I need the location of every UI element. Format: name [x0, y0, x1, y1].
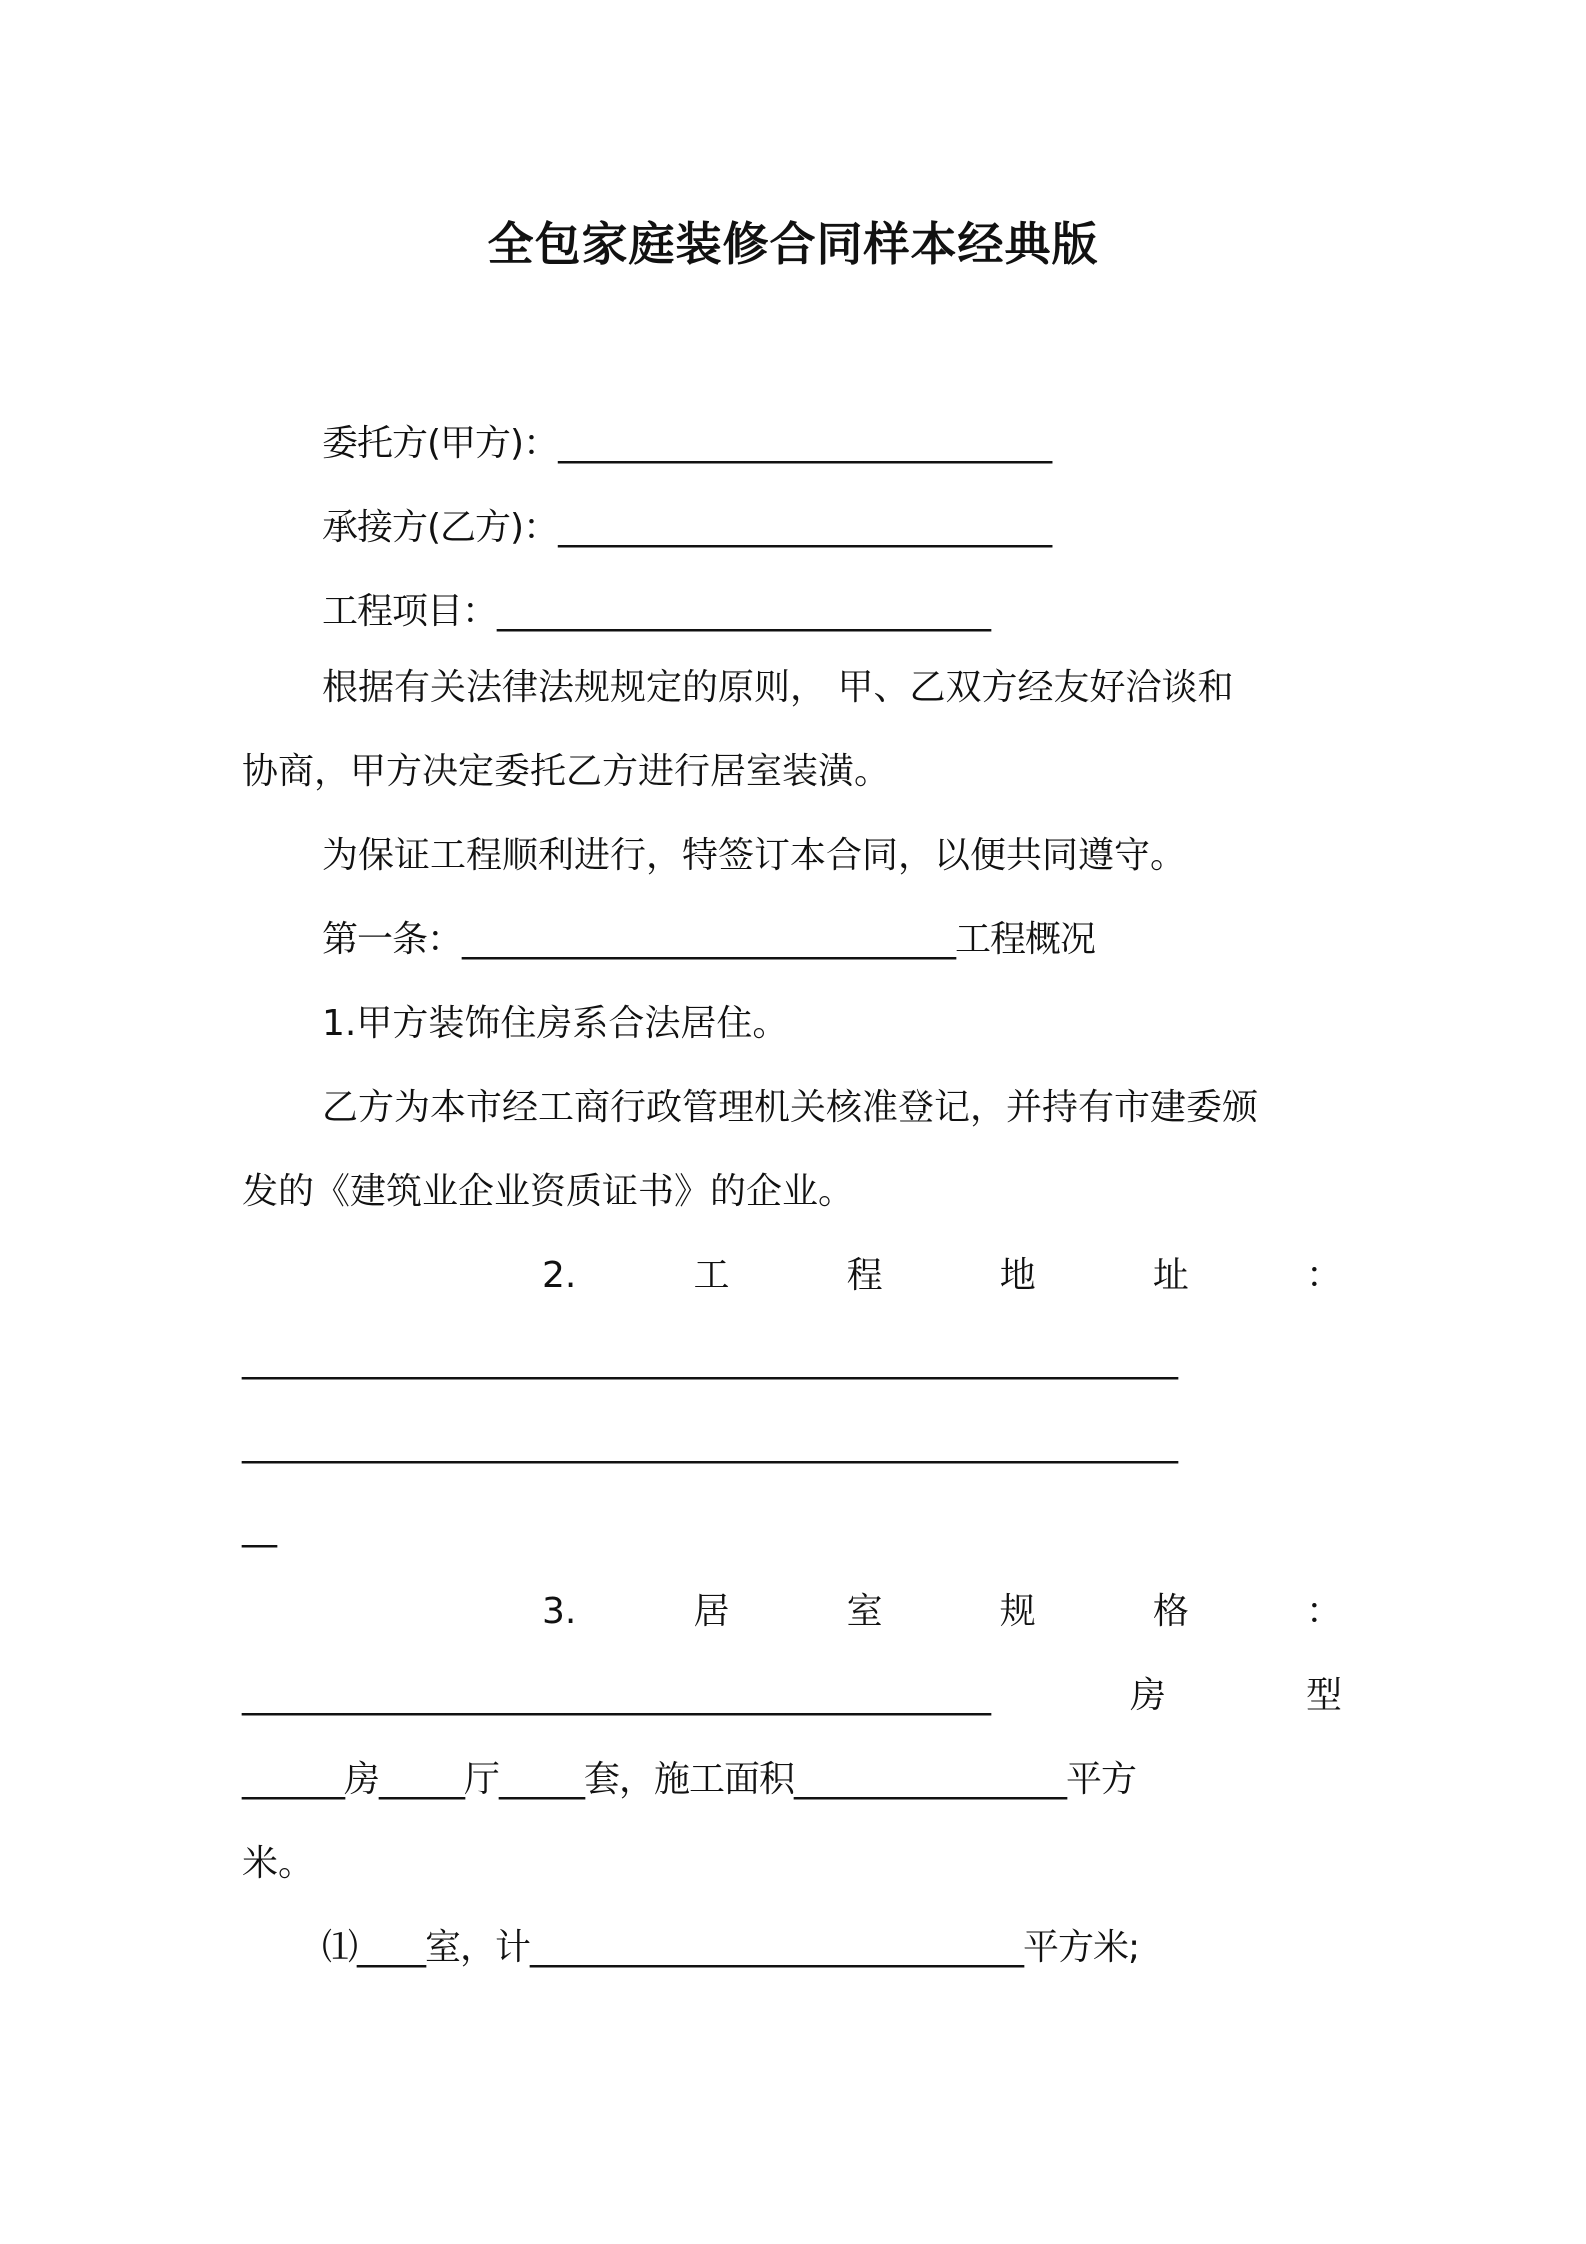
item-3-part: ： — [1305, 1591, 1342, 1632]
item-2-part: 址 — [1152, 1255, 1189, 1296]
party-a-line: 委托方(甲方)：_____________________________ — [322, 423, 1052, 464]
item-2-address-label — [542, 1250, 1342, 1302]
spec-blank: ____________________________________________ — [242, 1675, 990, 1716]
spec-word-fang: 房 — [1129, 1675, 1166, 1716]
item-2-part: 2. — [542, 1255, 577, 1296]
article-1-heading: 第一条：_____________________________工程概况 — [322, 919, 1096, 960]
contractor-paragraph-line-1: 乙方为本市经工商行政管理机关核准登记，并持有市建委颁 — [322, 1087, 1259, 1128]
contractor-paragraph-line-2: 发的《建筑业企业资质证书》的企业。 — [242, 1171, 855, 1212]
address-blank-line-3: __ — [242, 1507, 276, 1548]
party-b-line: 承接方(乙方)：_____________________________ — [322, 507, 1052, 548]
spec-line-1 — [242, 1670, 1342, 1722]
item-2-part: 地 — [999, 1255, 1036, 1296]
item-3-part: 规 — [999, 1591, 1036, 1632]
item-2-part: ： — [1305, 1255, 1342, 1296]
item-3-spec-label — [542, 1586, 1342, 1638]
intro-paragraph-line-1: 根据有关法律法规规定的原则， 甲、乙双方经友好洽谈和 — [322, 667, 1234, 708]
item-2-part: 工 — [693, 1255, 730, 1296]
spec-word-xing: 型 — [1305, 1675, 1342, 1716]
room-area-line: ⑴____室，计_____________________________平方米; — [322, 1927, 1140, 1968]
intro-paragraph-line-2: 协商，甲方决定委托乙方进行居室装潢。 — [242, 751, 891, 792]
document-title: 全包家庭装修合同样本经典版 — [487, 217, 1099, 271]
item-3-part: 居 — [693, 1591, 730, 1632]
item-3-part: 3. — [542, 1591, 577, 1632]
item-2-part: 程 — [846, 1255, 883, 1296]
address-blank-line-2: _______________________________________________________ — [242, 1423, 1177, 1464]
item-1: 1.甲方装饰住房系合法居住。 — [322, 1003, 789, 1044]
item-3-part: 室 — [846, 1591, 883, 1632]
address-blank-line-1: _______________________________________________________ — [242, 1339, 1177, 1380]
project-line: 工程项目：_____________________________ — [322, 591, 991, 632]
item-3-part: 格 — [1152, 1591, 1189, 1632]
spec-line-2: ______房_____厅_____套，施工面积________________平方 — [242, 1759, 1137, 1800]
spec-line-3: 米。 — [242, 1843, 315, 1884]
purpose-paragraph: 为保证工程顺利进行，特签订本合同，以便共同遵守。 — [322, 835, 1187, 876]
